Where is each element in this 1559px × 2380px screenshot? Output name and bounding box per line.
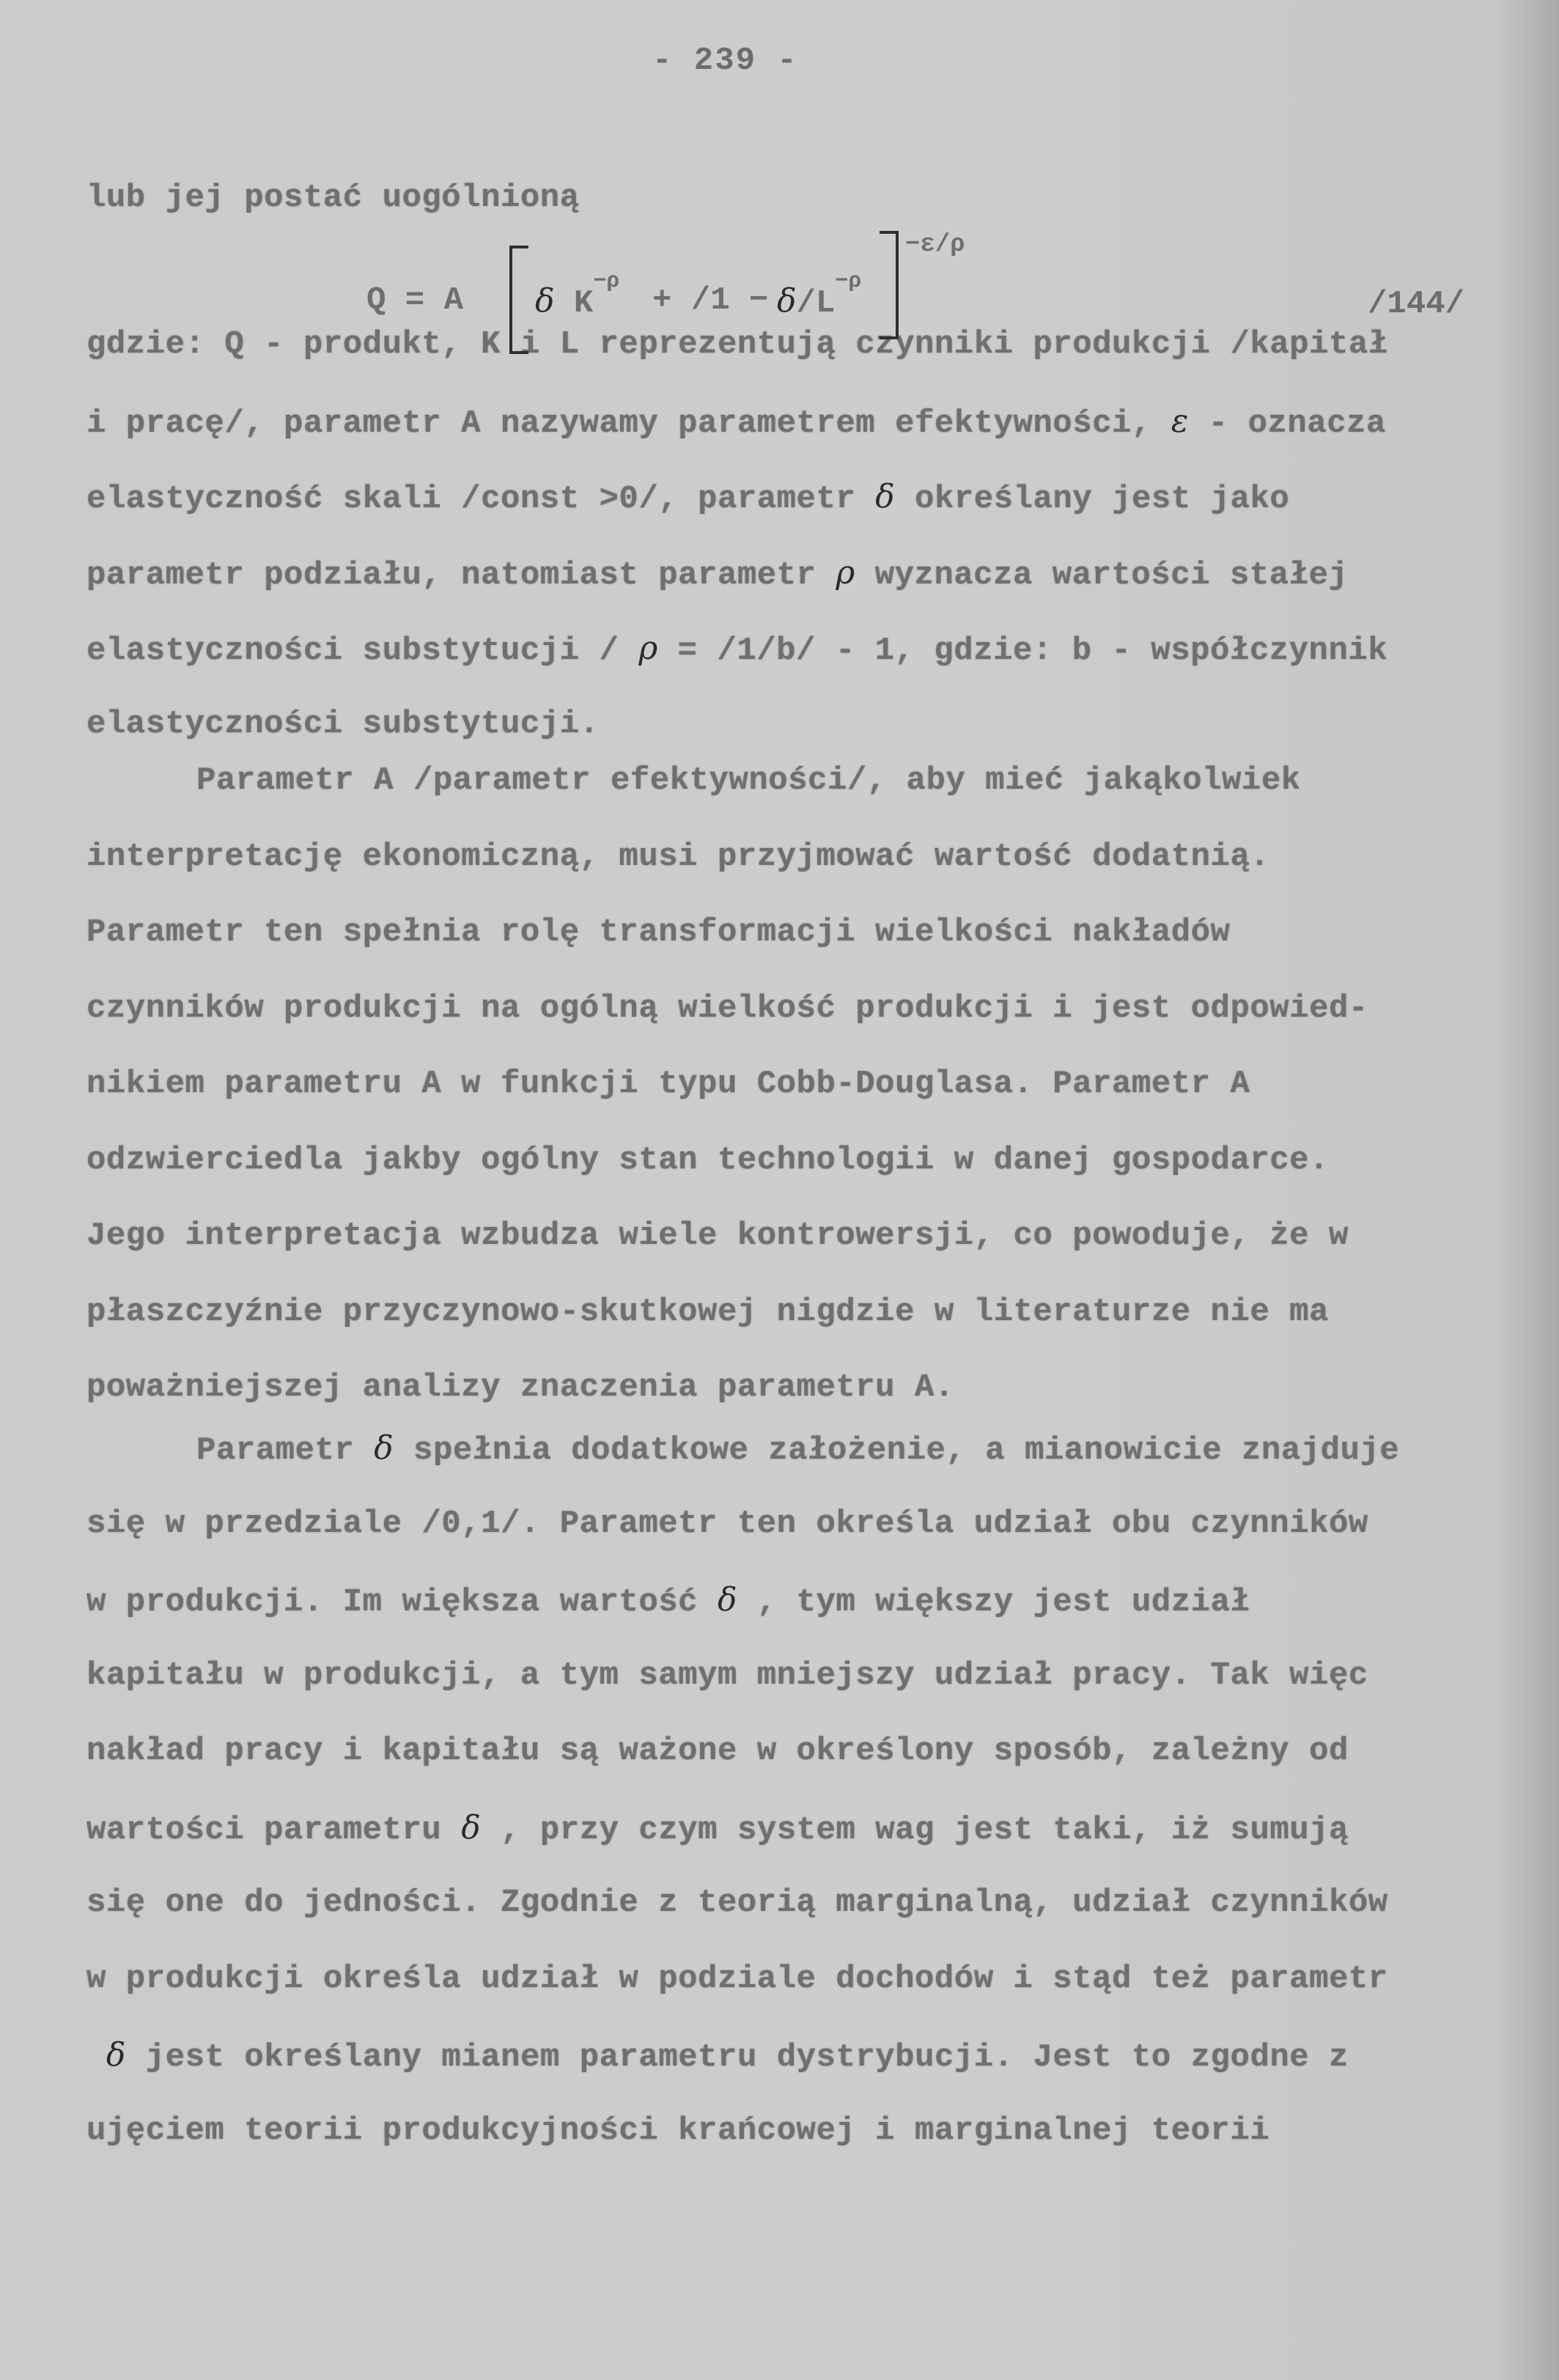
text-line: płaszczyźnie przyczynowo-skutkowej nigdzie w literaturze nie ma bbox=[86, 1293, 1329, 1330]
formula-lhs: Q = A bbox=[366, 282, 464, 319]
text-line: się one do jedności. Zgodnie z teorią marginalną, udział czynników bbox=[86, 1885, 1388, 1921]
text-line: elastyczności substytucji. bbox=[86, 705, 600, 743]
text-line: Parametr δ spełnia dodatkowe założenie, a mianowicie znajduje bbox=[196, 1429, 1400, 1469]
text-line: w produkcji określa udział w podziale dochodów i stąd też parametr bbox=[86, 1960, 1388, 1997]
text-line: wartości parametru δ , przy czym system wag jest taki, iż sumują bbox=[86, 1808, 1349, 1849]
left-bracket bbox=[509, 246, 528, 354]
text-line: czynników produkcji na ogólną wielkość produkcji i jest odpowied- bbox=[86, 990, 1368, 1027]
text-line: δ jest określany mianem parametru dystrybucji. Jest to zgodne z bbox=[106, 2036, 1349, 2076]
text-line: nikiem parametru A w funkcji typu Cobb-Douglasa. Parametr A bbox=[86, 1066, 1250, 1102]
text-line: gdzie: Q - produkt, K i L reprezentują czynniki produkcji /kapitał bbox=[86, 326, 1388, 363]
text-line: Parametr A /parametr efektywności/, aby mieć jakąkolwiek bbox=[196, 762, 1301, 799]
equation-number: /144/ bbox=[1368, 286, 1465, 323]
formula-term2: $\delta/L^{-\rho}$ bbox=[777, 269, 862, 322]
right-bracket bbox=[880, 231, 899, 339]
text-line: i pracę/, parametr A nazywamy parametrem efektywności, ε - oznacza bbox=[86, 402, 1386, 442]
text-line: w produkcji. Im większa wartość δ , tym większy jest udział bbox=[86, 1581, 1250, 1621]
text-line: nakład pracy i kapitału są ważone w określony sposób, zależny od bbox=[86, 1733, 1349, 1769]
text-line: lub jej postać uogólnioną bbox=[86, 180, 580, 216]
text-line: elastyczność skali /const >0/, parametr δ określany jest jako bbox=[86, 478, 1290, 517]
page-number: - 239 - bbox=[652, 43, 798, 79]
text-line: poważniejszej analizy znaczenia parametru A. bbox=[86, 1369, 954, 1406]
formula-plus: + /1 − bbox=[652, 282, 769, 319]
text-line: odzwierciedla jakby ogólny stan technologii w danej gospodarce. bbox=[86, 1141, 1329, 1179]
text-line: kapitału w produkcji, a tym samym mniejszy udział pracy. Tak więc bbox=[86, 1657, 1368, 1694]
ces-formula bbox=[366, 231, 1099, 348]
text-line: ujęciem teorii produkcyjności krańcowej i marginalnej teorii bbox=[86, 2112, 1270, 2149]
text-line: Parametr ten spełnia rolę transformacji wielkości nakładów bbox=[86, 914, 1231, 951]
text-line: się w przedziale /0,1/. Parametr ten określa udział obu czynników bbox=[86, 1505, 1368, 1542]
formula-outer-exponent: −ε/ρ bbox=[905, 231, 965, 259]
text-line: Jego interpretacja wzbudza wiele kontrowersji, co powoduje, że w bbox=[86, 1217, 1349, 1254]
text-line: interpretację ekonomiczną, musi przyjmować wartość dodatnią. bbox=[86, 838, 1270, 875]
formula-term1: δ $K^{-\rho}$ bbox=[535, 269, 620, 322]
text-line: parametr podziału, natomiast parametr ρ wyznacza wartości stałej bbox=[86, 553, 1349, 594]
text-line: elastyczności substytucji / ρ = /1/b/ - 1, gdzie: b - współczynnik bbox=[86, 630, 1388, 669]
